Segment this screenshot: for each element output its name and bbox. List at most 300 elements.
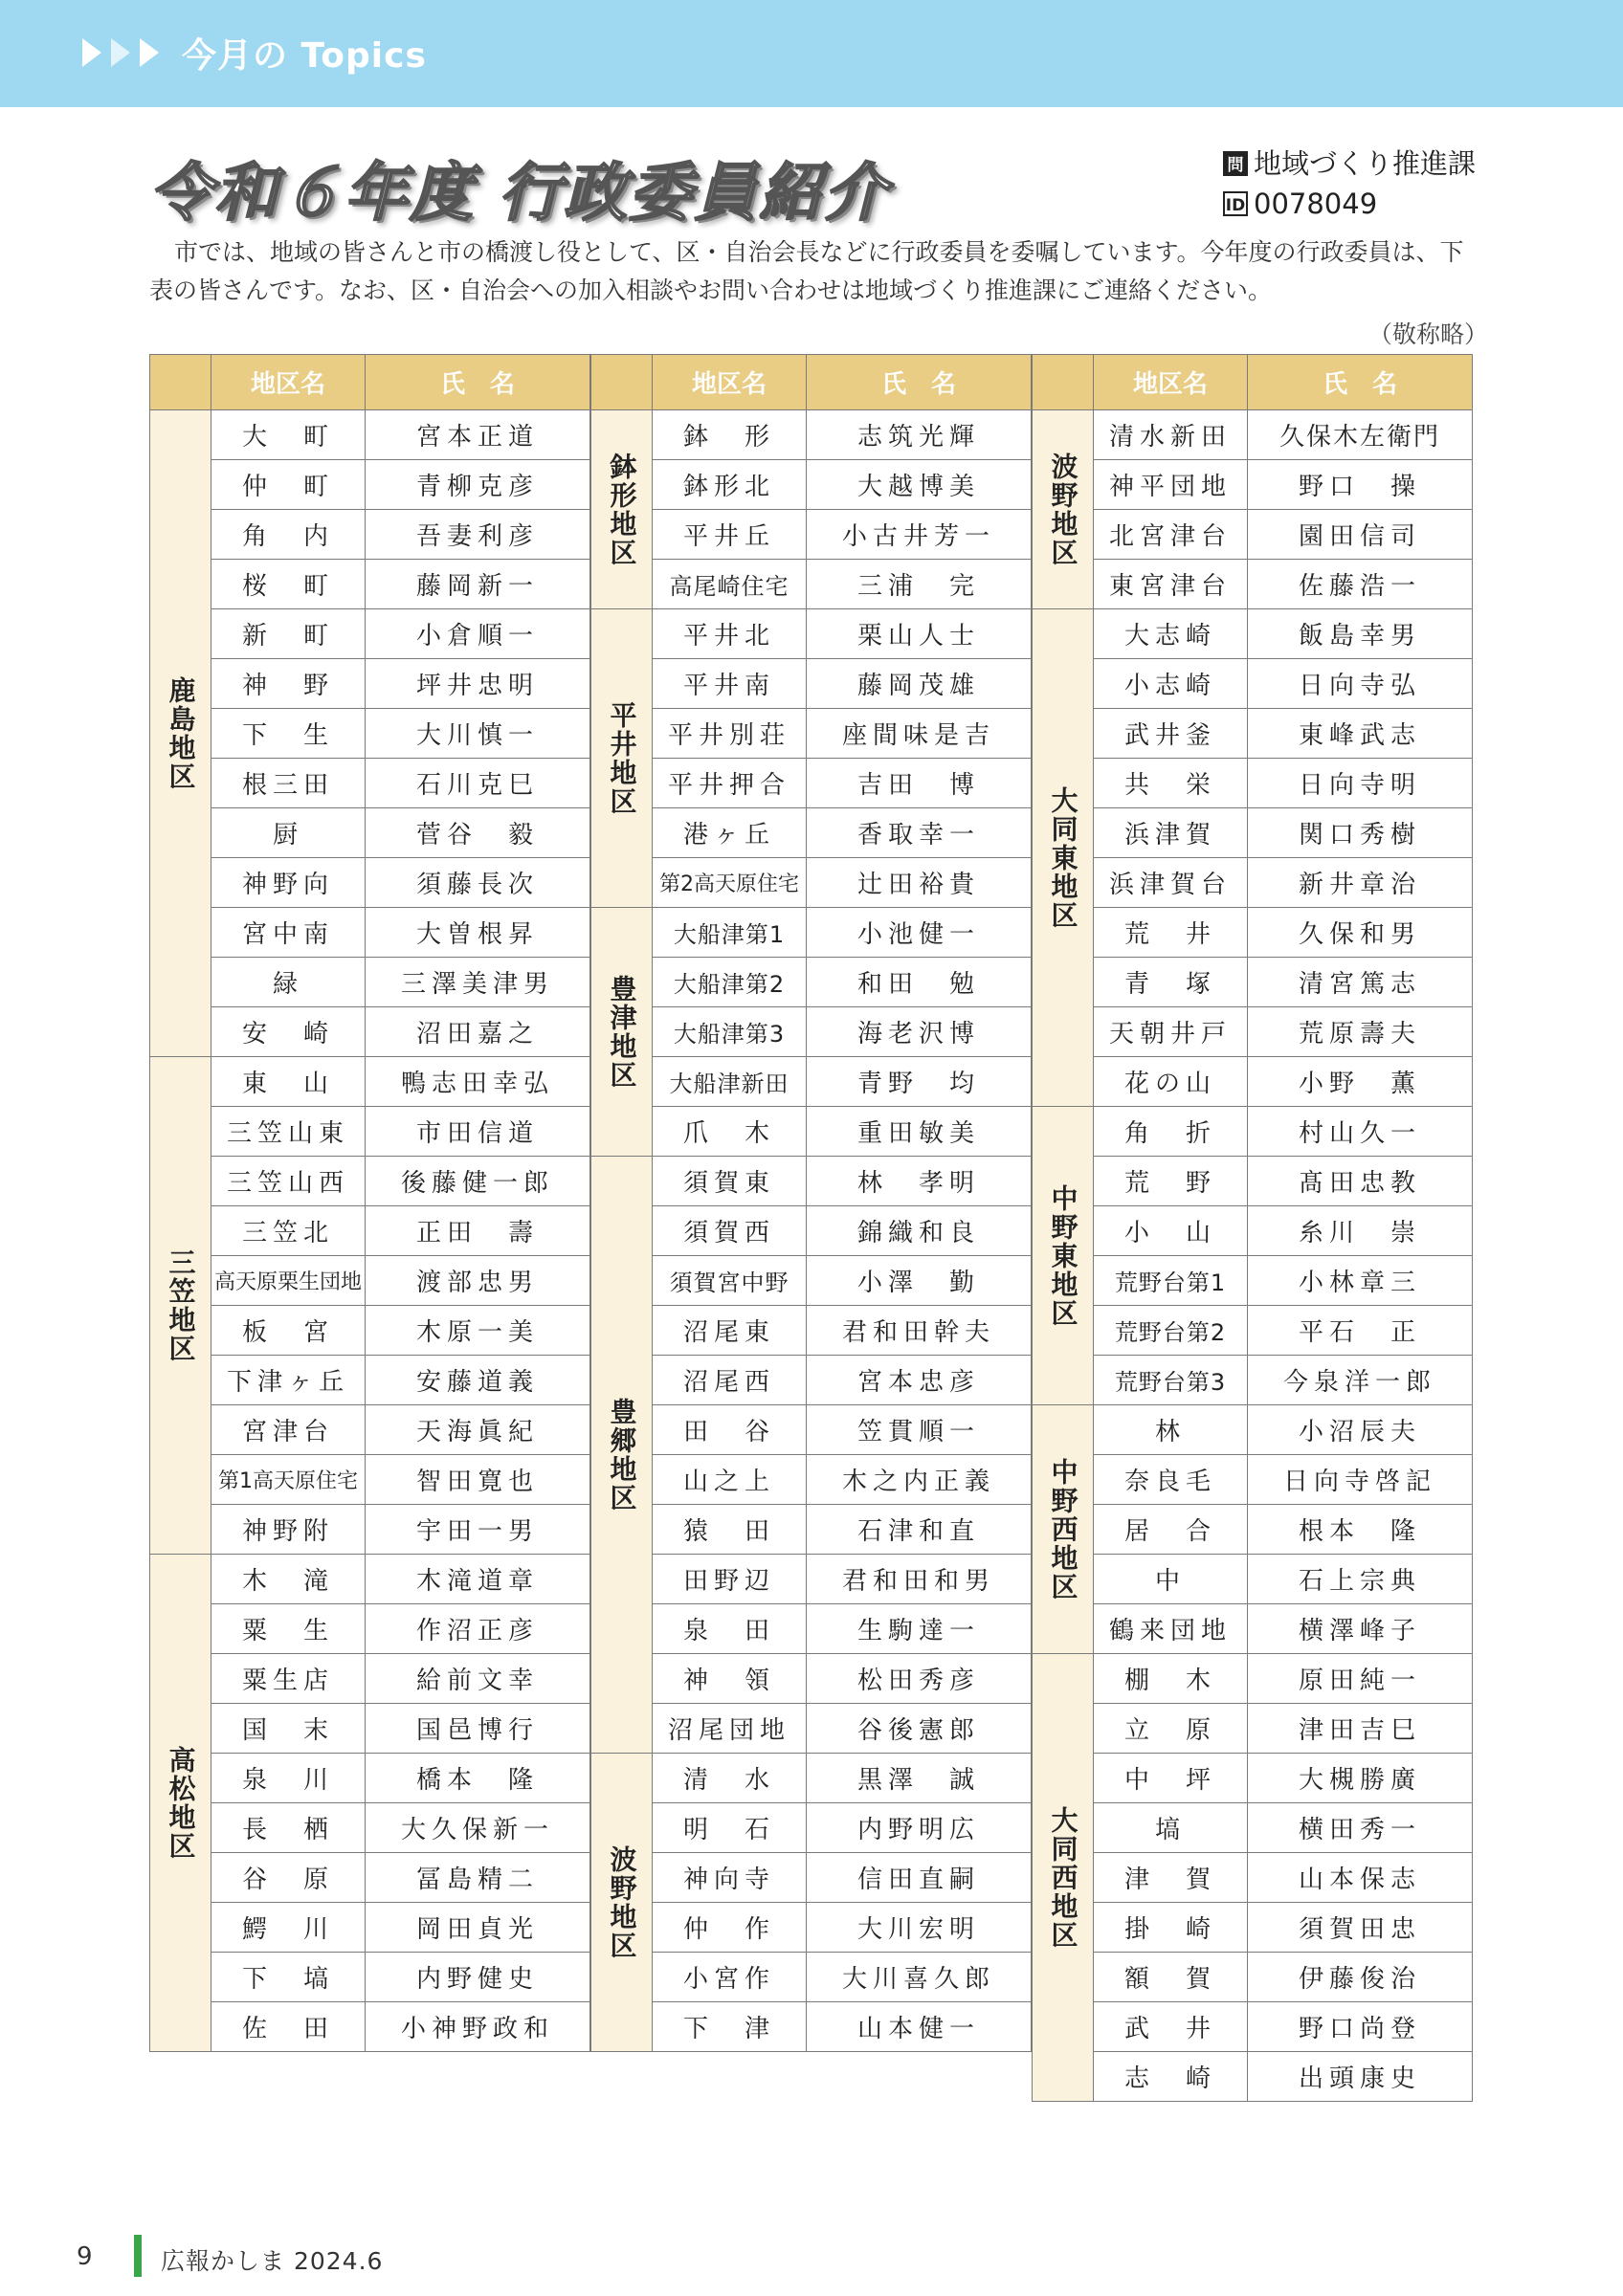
top-banner: [0, 0, 1623, 107]
district-cell: 立 原: [1094, 1704, 1248, 1754]
arrow-right-icon: [82, 38, 101, 67]
table-row: [1033, 2002, 1473, 2052]
table-row: [1033, 1604, 1473, 1654]
district-cell: 板 宮: [211, 1306, 366, 1356]
table-row: [1033, 1953, 1473, 2002]
district-cell: 粟生店: [211, 1654, 366, 1704]
table-row: [591, 1306, 1032, 1356]
member-name-cell: 大川宏明: [807, 1903, 1032, 1953]
district-cell: 平井別荘: [653, 709, 807, 759]
member-name-cell: 青柳克彦: [366, 460, 590, 510]
table-row: [150, 410, 590, 460]
table-row: [150, 709, 590, 759]
table-row: [150, 908, 590, 958]
member-name-cell: 藤岡茂雄: [807, 659, 1032, 709]
department-name: 地域づくり推進課: [1254, 147, 1477, 180]
table-row: [591, 858, 1032, 908]
district-cell: 大船津第3: [653, 1007, 807, 1057]
table-row: [150, 1555, 590, 1604]
district-cell: 下 塙: [211, 1953, 366, 2002]
table-row: [591, 609, 1032, 659]
id-icon: ID: [1223, 191, 1248, 216]
member-name-cell: 園田信司: [1248, 510, 1473, 560]
member-name-cell: 平石 正: [1248, 1306, 1473, 1356]
table-row: [1033, 1256, 1473, 1306]
table-row: [1033, 659, 1473, 709]
table-row: [591, 1256, 1032, 1306]
district-cell: 武 井: [1094, 2002, 1248, 2052]
table-row: [591, 560, 1032, 609]
table-row: [150, 510, 590, 560]
table-row: [1033, 958, 1473, 1007]
table-row: [591, 460, 1032, 510]
header-district: 地区名: [653, 355, 807, 410]
member-name-cell: 山本保志: [1248, 1853, 1473, 1903]
table-header-row: [1033, 355, 1473, 410]
table-row: [591, 1754, 1032, 1803]
table-row: [1033, 759, 1473, 808]
district-cell: 泉 川: [211, 1754, 366, 1803]
district-cell: 鉢形北: [653, 460, 807, 510]
member-name-cell: 木之内正義: [807, 1455, 1032, 1505]
member-name-cell: 重田敏美: [807, 1107, 1032, 1157]
district-cell: 下津ヶ丘: [211, 1356, 366, 1405]
district-cell: 奈良毛: [1094, 1455, 1248, 1505]
member-name-cell: 大曽根昇: [366, 908, 590, 958]
table-row: [150, 1306, 590, 1356]
district-cell: 安 崎: [211, 1007, 366, 1057]
area-name: 波野地区: [591, 1754, 653, 2052]
district-cell: 花の山: [1094, 1057, 1248, 1107]
page-id: 0078049: [1254, 188, 1378, 220]
district-cell: 桜 町: [211, 560, 366, 609]
table-row: [150, 1704, 590, 1754]
district-cell: 鶴来団地: [1094, 1604, 1248, 1654]
table-row: [591, 659, 1032, 709]
member-name-cell: 海老沢博: [807, 1007, 1032, 1057]
area-name: 大同西地区: [1033, 1654, 1094, 2102]
area-name: 中野西地区: [1033, 1405, 1094, 1654]
district-cell: 沼尾東: [653, 1306, 807, 1356]
member-name-cell: 村山久一: [1248, 1107, 1473, 1157]
table-row: [1033, 1107, 1473, 1157]
district-cell: 角 内: [211, 510, 366, 560]
district-cell: 林: [1094, 1405, 1248, 1455]
district-cell: 第1高天原住宅: [211, 1455, 366, 1505]
table-row: [591, 1555, 1032, 1604]
district-cell: 掛 崎: [1094, 1903, 1248, 1953]
district-cell: 須賀宮中野: [653, 1256, 807, 1306]
district-cell: 三笠山西: [211, 1157, 366, 1206]
member-name-cell: 三澤美津男: [366, 958, 590, 1007]
district-cell: 宮中南: [211, 908, 366, 958]
member-name-cell: 大川慎一: [366, 709, 590, 759]
member-name-cell: 日向寺啓記: [1248, 1455, 1473, 1505]
member-name-cell: 君和田幹夫: [807, 1306, 1032, 1356]
table-row: [1033, 1057, 1473, 1107]
table-row: [1033, 2052, 1473, 2102]
district-cell: 志 崎: [1094, 2052, 1248, 2102]
member-name-cell: 横田秀一: [1248, 1803, 1473, 1853]
header-blank-cell: [1033, 355, 1094, 410]
district-cell: 棚 木: [1094, 1654, 1248, 1704]
district-cell: 三笠山東: [211, 1107, 366, 1157]
table-row: [150, 460, 590, 510]
member-name-cell: 谷後憲郎: [807, 1704, 1032, 1754]
table-row: [1033, 1007, 1473, 1057]
area-name: 中野東地区: [1033, 1107, 1094, 1405]
district-cell: 荒野台第3: [1094, 1356, 1248, 1405]
district-cell: 三笠北: [211, 1206, 366, 1256]
table-row: [150, 1654, 590, 1704]
district-cell: 居 合: [1094, 1505, 1248, 1555]
member-name-cell: 天海眞紀: [366, 1405, 590, 1455]
table-row: [1033, 1455, 1473, 1505]
district-cell: 須賀東: [653, 1157, 807, 1206]
table-row: [150, 858, 590, 908]
district-cell: 田 谷: [653, 1405, 807, 1455]
table-row: [591, 1007, 1032, 1057]
table-row: [150, 1455, 590, 1505]
table-row: [150, 1356, 590, 1405]
member-name-cell: 正田 壽: [366, 1206, 590, 1256]
district-cell: 高尾崎住宅: [653, 560, 807, 609]
member-name-cell: 石川克巳: [366, 759, 590, 808]
table-row: [150, 958, 590, 1007]
table-row: [150, 808, 590, 858]
district-cell: 東 山: [211, 1057, 366, 1107]
district-cell: 青 塚: [1094, 958, 1248, 1007]
member-name-cell: 菅谷 毅: [366, 808, 590, 858]
member-name-cell: 林 孝明: [807, 1157, 1032, 1206]
member-name-cell: 伊藤俊治: [1248, 1953, 1473, 2002]
contact-info: [1223, 144, 1476, 224]
table-row: [1033, 1356, 1473, 1405]
district-cell: 下 津: [653, 2002, 807, 2052]
member-name-cell: 木原一美: [366, 1306, 590, 1356]
member-name-cell: 小神野政和: [366, 2002, 590, 2052]
committee-table-2: [590, 354, 1032, 2052]
district-cell: 粟 生: [211, 1604, 366, 1654]
district-cell: 谷 原: [211, 1853, 366, 1903]
table-row: [1033, 609, 1473, 659]
district-cell: 角 折: [1094, 1107, 1248, 1157]
table-row: [591, 808, 1032, 858]
member-name-cell: 日向寺明: [1248, 759, 1473, 808]
member-name-cell: 大川喜久郎: [807, 1953, 1032, 2002]
member-name-cell: 宇田一男: [366, 1505, 590, 1555]
member-name-cell: 青野 均: [807, 1057, 1032, 1107]
member-name-cell: 冨島精二: [366, 1853, 590, 1903]
arrow-icons: [82, 38, 159, 67]
committee-table-3: [1032, 354, 1473, 2102]
header-blank-cell: [591, 355, 653, 410]
district-cell: 大船津第1: [653, 908, 807, 958]
member-name-cell: 荒原壽夫: [1248, 1007, 1473, 1057]
table-row: [591, 709, 1032, 759]
table-row: [1033, 1505, 1473, 1555]
member-name-cell: 小池健一: [807, 908, 1032, 958]
area-name: 鉢形地区: [591, 410, 653, 609]
inquiry-icon: 問: [1223, 151, 1248, 176]
member-name-cell: 沼田嘉之: [366, 1007, 590, 1057]
member-name-cell: 坪井忠明: [366, 659, 590, 709]
district-cell: 平井北: [653, 609, 807, 659]
district-cell: 中 坪: [1094, 1754, 1248, 1803]
table-header-row: [591, 355, 1032, 410]
member-name-cell: 錦織和良: [807, 1206, 1032, 1256]
district-cell: 明 石: [653, 1803, 807, 1853]
table-row: [1033, 908, 1473, 958]
member-name-cell: 和田 勉: [807, 958, 1032, 1007]
district-cell: 東宮津台: [1094, 560, 1248, 609]
district-cell: 清水新田: [1094, 410, 1248, 460]
table-row: [1033, 1405, 1473, 1455]
member-name-cell: 野口尚登: [1248, 2002, 1473, 2052]
table-row: [1033, 1306, 1473, 1356]
table-row: [591, 908, 1032, 958]
member-name-cell: 宮本忠彦: [807, 1356, 1032, 1405]
member-name-cell: 清宮篤志: [1248, 958, 1473, 1007]
district-cell: 荒 井: [1094, 908, 1248, 958]
district-cell: 武井釜: [1094, 709, 1248, 759]
member-name-cell: 松田秀彦: [807, 1654, 1032, 1704]
page-heading: 令和６年度 行政委員紹介: [149, 156, 889, 230]
member-name-cell: 智田寛也: [366, 1455, 590, 1505]
member-name-cell: 大久保新一: [366, 1803, 590, 1853]
member-name-cell: 大越博美: [807, 460, 1032, 510]
district-cell: 沼尾団地: [653, 1704, 807, 1754]
member-name-cell: 香取幸一: [807, 808, 1032, 858]
table-row: [150, 1505, 590, 1555]
district-cell: 小志崎: [1094, 659, 1248, 709]
district-cell: 田野辺: [653, 1555, 807, 1604]
table-row: [150, 560, 590, 609]
district-cell: 荒野台第2: [1094, 1306, 1248, 1356]
member-name-cell: 鴨志田幸弘: [366, 1057, 590, 1107]
member-name-cell: 三浦 完: [807, 560, 1032, 609]
member-name-cell: 吉田 博: [807, 759, 1032, 808]
member-name-cell: 座間味是吉: [807, 709, 1032, 759]
member-name-cell: 安藤道義: [366, 1356, 590, 1405]
area-name: 豊郷地区: [591, 1157, 653, 1754]
district-cell: 国 末: [211, 1704, 366, 1754]
honorific-note: （敬称略）: [1368, 320, 1489, 348]
arrow-right-icon: [140, 38, 159, 67]
member-name-cell: 小古井芳一: [807, 510, 1032, 560]
table-row: [591, 410, 1032, 460]
table-row: [1033, 1206, 1473, 1256]
table-row: [1033, 460, 1473, 510]
member-name-cell: 宮本正道: [366, 410, 590, 460]
member-name-cell: 出頭康史: [1248, 2052, 1473, 2102]
member-name-cell: 横澤峰子: [1248, 1604, 1473, 1654]
table-row: [150, 1953, 590, 2002]
district-cell: 厨: [211, 808, 366, 858]
member-name-cell: 栗山人士: [807, 609, 1032, 659]
member-name-cell: 久保和男: [1248, 908, 1473, 958]
table-row: [591, 1654, 1032, 1704]
district-cell: 木 滝: [211, 1555, 366, 1604]
table-row: [150, 1604, 590, 1654]
member-name-cell: 岡田貞光: [366, 1903, 590, 1953]
district-cell: 天朝井戸: [1094, 1007, 1248, 1057]
table-row: [591, 2002, 1032, 2052]
header-district: 地区名: [1094, 355, 1248, 410]
member-name-cell: 生駒達一: [807, 1604, 1032, 1654]
footer-accent-bar: [134, 2235, 142, 2277]
member-name-cell: 髙田忠教: [1248, 1157, 1473, 1206]
table-row: [1033, 1754, 1473, 1803]
district-cell: 下 生: [211, 709, 366, 759]
member-name-cell: 須藤長次: [366, 858, 590, 908]
district-cell: 荒野台第1: [1094, 1256, 1248, 1306]
area-name: 高松地区: [150, 1555, 211, 2052]
member-name-cell: 吾妻利彦: [366, 510, 590, 560]
member-name-cell: 君和田和男: [807, 1555, 1032, 1604]
table-row: [591, 1405, 1032, 1455]
member-name-cell: 木滝道章: [366, 1555, 590, 1604]
table-row: [1033, 858, 1473, 908]
district-cell: 沼尾西: [653, 1356, 807, 1405]
table-row: [1033, 1157, 1473, 1206]
table-row: [150, 1754, 590, 1803]
district-cell: 神 野: [211, 659, 366, 709]
district-cell: 新 町: [211, 609, 366, 659]
header-name: 氏 名: [1248, 355, 1473, 410]
member-name-cell: 志筑光輝: [807, 410, 1032, 460]
page-number: 9: [77, 2242, 93, 2271]
member-name-cell: 国邑博行: [366, 1704, 590, 1754]
member-name-cell: 小沼辰夫: [1248, 1405, 1473, 1455]
table-row: [591, 1157, 1032, 1206]
district-cell: 小 山: [1094, 1206, 1248, 1256]
member-name-cell: 石上宗典: [1248, 1555, 1473, 1604]
header-name: 氏 名: [807, 355, 1032, 410]
district-cell: 宮津台: [211, 1405, 366, 1455]
member-name-cell: 根本 隆: [1248, 1505, 1473, 1555]
table-row: [1033, 1903, 1473, 1953]
member-name-cell: 山本健一: [807, 2002, 1032, 2052]
district-cell: 大船津第2: [653, 958, 807, 1007]
table-row: [150, 1853, 590, 1903]
member-name-cell: 久保木左衛門: [1248, 410, 1473, 460]
district-cell: 荒 野: [1094, 1157, 1248, 1206]
district-cell: 浜津賀台: [1094, 858, 1248, 908]
district-cell: 浜津賀: [1094, 808, 1248, 858]
member-name-cell: 小林章三: [1248, 1256, 1473, 1306]
table-row: [591, 1903, 1032, 1953]
area-name: 三笠地区: [150, 1057, 211, 1555]
district-cell: 猿 田: [653, 1505, 807, 1555]
table-row: [150, 1107, 590, 1157]
district-cell: 佐 田: [211, 2002, 366, 2052]
table-row: [1033, 1704, 1473, 1754]
table-row: [591, 1206, 1032, 1256]
district-cell: 根三田: [211, 759, 366, 808]
header-district: 地区名: [211, 355, 366, 410]
area-name: 波野地区: [1033, 410, 1094, 609]
district-cell: 長 栖: [211, 1803, 366, 1853]
publication-name: 広報かしま 2024.6: [161, 2247, 384, 2275]
table-row: [1033, 709, 1473, 759]
member-name-cell: 後藤健一郎: [366, 1157, 590, 1206]
area-name: 平井地区: [591, 609, 653, 908]
district-cell: 仲 作: [653, 1903, 807, 1953]
district-cell: 大志崎: [1094, 609, 1248, 659]
member-name-cell: 新井章治: [1248, 858, 1473, 908]
table-row: [150, 609, 590, 659]
member-name-cell: 市田信道: [366, 1107, 590, 1157]
header-blank-cell: [150, 355, 211, 410]
member-name-cell: 野口 操: [1248, 460, 1473, 510]
member-name-cell: 内野明広: [807, 1803, 1032, 1853]
arrow-right-outline-icon: [111, 38, 130, 67]
table-header-row: [150, 355, 590, 410]
table-row: [150, 759, 590, 808]
member-name-cell: 須賀田忠: [1248, 1903, 1473, 1953]
table-row: [591, 1455, 1032, 1505]
district-cell: 神野向: [211, 858, 366, 908]
member-name-cell: 大槻勝廣: [1248, 1754, 1473, 1803]
district-cell: 緑: [211, 958, 366, 1007]
table-row: [1033, 1654, 1473, 1704]
member-name-cell: 糸川 崇: [1248, 1206, 1473, 1256]
member-name-cell: 内野健史: [366, 1953, 590, 2002]
member-name-cell: 飯島幸男: [1248, 609, 1473, 659]
district-cell: 須賀西: [653, 1206, 807, 1256]
member-name-cell: 今泉洋一郎: [1248, 1356, 1473, 1405]
member-name-cell: 給前文幸: [366, 1654, 590, 1704]
table-row: [591, 1057, 1032, 1107]
member-name-cell: 小野 薫: [1248, 1057, 1473, 1107]
table-row: [591, 1853, 1032, 1903]
district-cell: 額 賀: [1094, 1953, 1248, 2002]
table-row: [591, 1604, 1032, 1654]
section-title: 今月の Topics: [182, 36, 427, 76]
district-cell: 神 領: [653, 1654, 807, 1704]
member-name-cell: 原田純一: [1248, 1654, 1473, 1704]
table-row: [150, 1157, 590, 1206]
table-row: [591, 759, 1032, 808]
committee-table-1: [149, 354, 590, 2052]
district-cell: 共 栄: [1094, 759, 1248, 808]
table-row: [150, 1803, 590, 1853]
district-cell: 塙: [1094, 1803, 1248, 1853]
member-name-cell: 東峰武志: [1248, 709, 1473, 759]
table-row: [1033, 808, 1473, 858]
district-cell: 高天原栗生団地: [211, 1256, 366, 1306]
member-name-cell: 日向寺弘: [1248, 659, 1473, 709]
member-name-cell: 関口秀樹: [1248, 808, 1473, 858]
district-cell: 清 水: [653, 1754, 807, 1803]
table-row: [150, 2002, 590, 2052]
table-row: [591, 1953, 1032, 2002]
table-row: [591, 510, 1032, 560]
table-row: [591, 1704, 1032, 1754]
district-cell: 津 賀: [1094, 1853, 1248, 1903]
table-row: [150, 1256, 590, 1306]
area-name: 鹿島地区: [150, 410, 211, 1057]
member-name-cell: 小倉順一: [366, 609, 590, 659]
member-name-cell: 黒澤 誠: [807, 1754, 1032, 1803]
table-row: [150, 659, 590, 709]
member-name-cell: 橋本 隆: [366, 1754, 590, 1803]
member-name-cell: 作沼正彦: [366, 1604, 590, 1654]
table-row: [150, 1903, 590, 1953]
district-cell: 神向寺: [653, 1853, 807, 1903]
table-row: [591, 1356, 1032, 1405]
